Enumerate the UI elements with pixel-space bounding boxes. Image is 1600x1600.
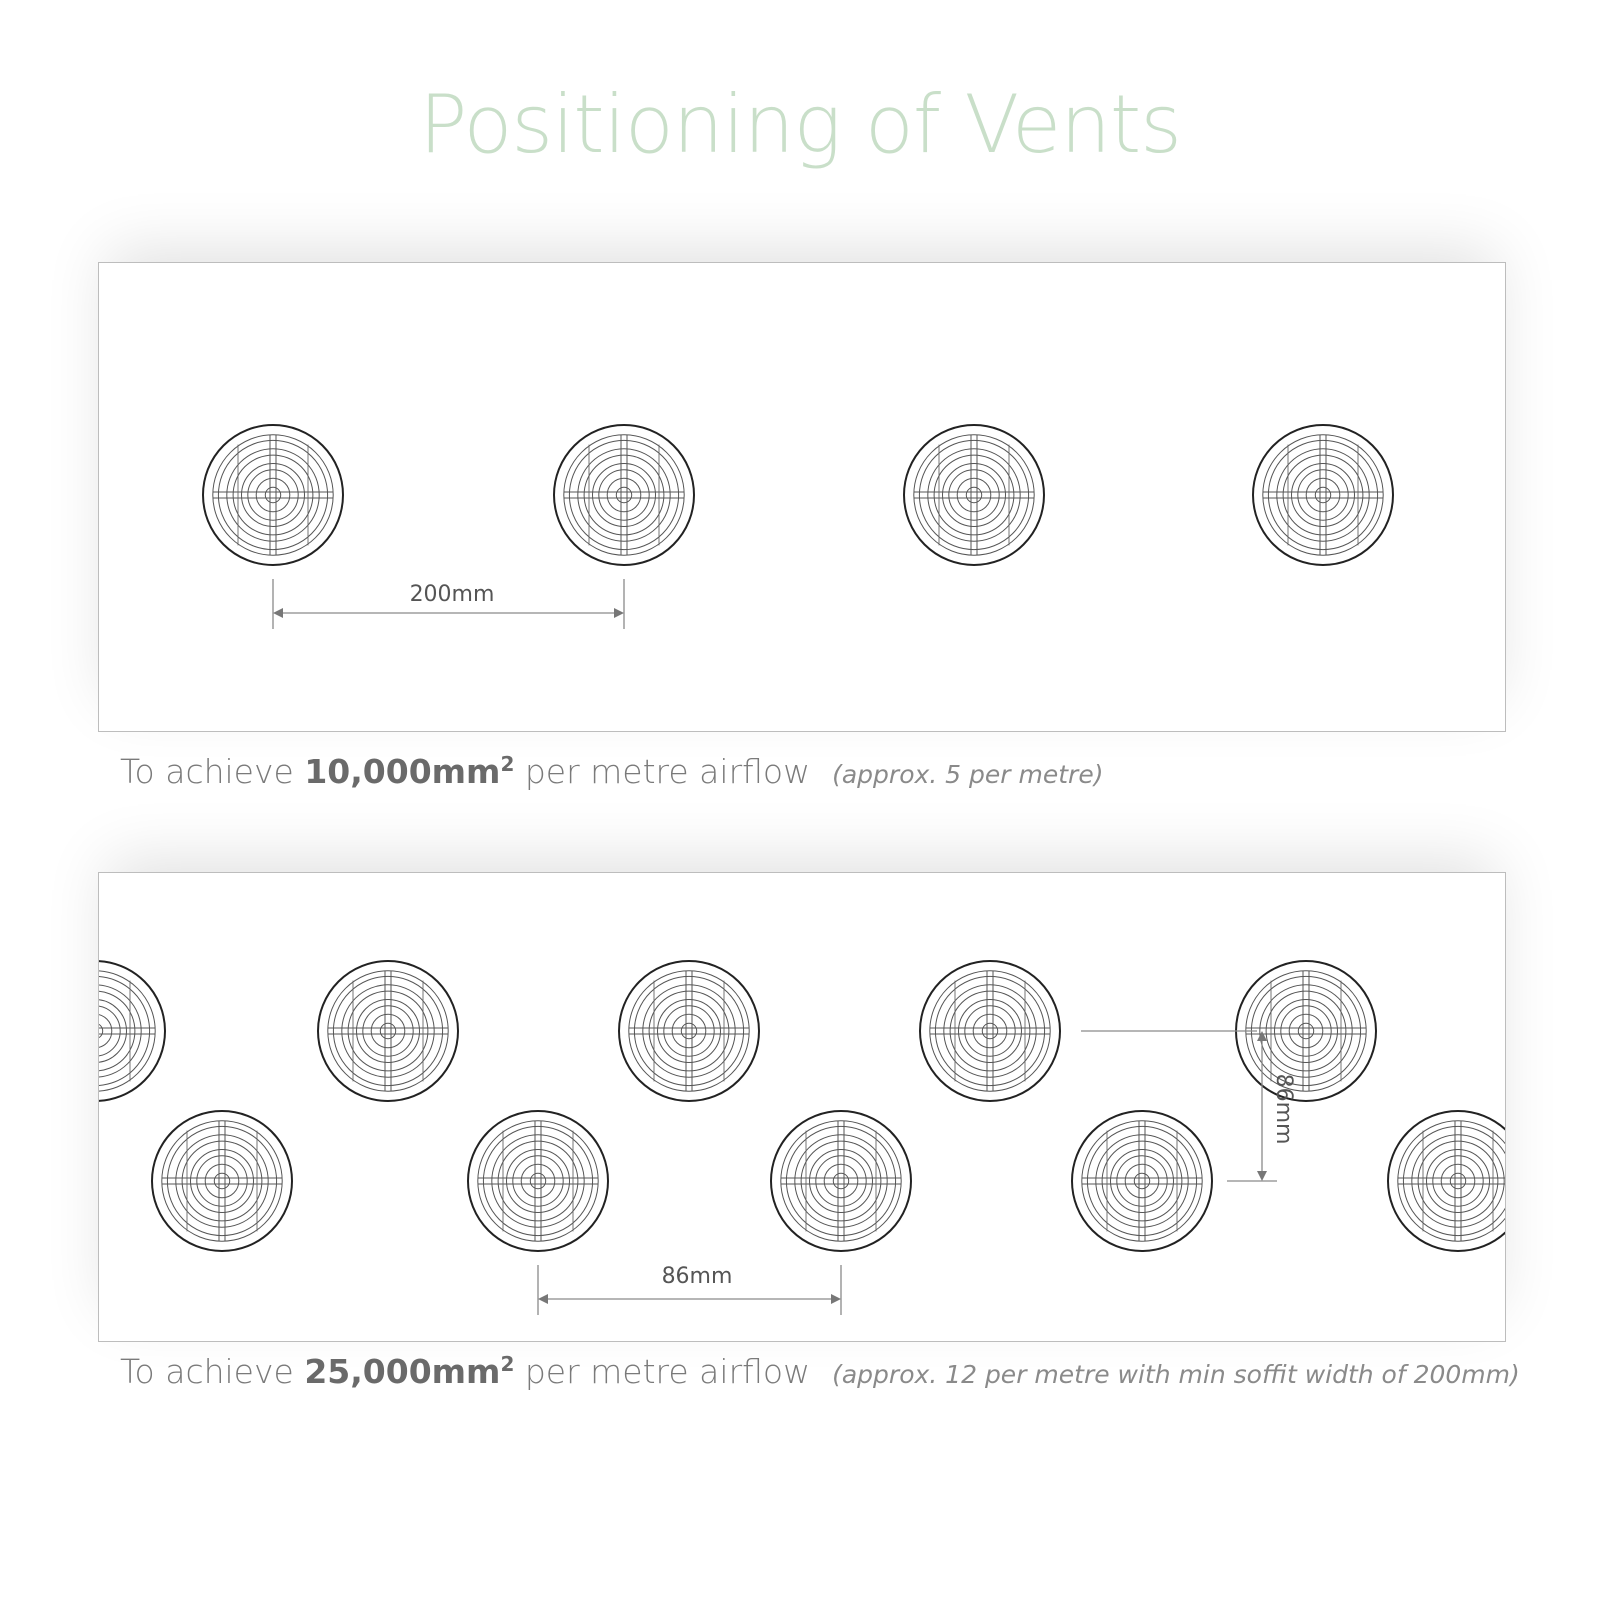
caption-note: (approx. 12 per metre with min soffit width of 200mm) xyxy=(832,1360,1520,1389)
caption-prefix: To achieve xyxy=(120,752,305,791)
caption-superscript: 2 xyxy=(500,1352,515,1376)
circular-soffit-vent-icon xyxy=(1253,425,1393,565)
vent-layout-diagram-1 xyxy=(99,263,1505,731)
caption-suffix: per metre airflow xyxy=(514,1352,811,1391)
airflow-caption-1 xyxy=(120,752,1103,791)
circular-soffit-vent-icon xyxy=(619,961,759,1101)
page-title: Positioning of Vents xyxy=(419,78,1181,171)
circular-soffit-vent-icon xyxy=(468,1111,608,1251)
circular-soffit-vent-icon xyxy=(203,425,343,565)
caption-suffix: per metre airflow xyxy=(514,752,811,791)
dimension-200mm xyxy=(273,579,624,629)
airflow-caption-2 xyxy=(120,1352,1520,1391)
dimension-horizontal-86mm xyxy=(538,1264,841,1315)
vent-layout-diagram-2 xyxy=(99,873,1505,1341)
vent-layout-panel-single-row xyxy=(98,262,1506,732)
circular-soffit-vent-icon xyxy=(920,961,1060,1101)
caption-bold-value: 25,000mm xyxy=(304,1352,501,1391)
circular-soffit-vent-icon xyxy=(152,1111,292,1251)
caption-superscript: 2 xyxy=(500,752,515,776)
circular-soffit-vent-icon xyxy=(771,1111,911,1251)
dimension-label: 200mm xyxy=(409,582,495,607)
caption-prefix: To achieve xyxy=(120,1352,305,1391)
circular-soffit-vent-icon xyxy=(904,425,1044,565)
circular-soffit-vent-icon xyxy=(99,961,165,1101)
horizontal-dimension-label: 86mm xyxy=(661,1264,733,1289)
vertical-dimension-label: 86mm xyxy=(1271,1073,1296,1145)
circular-soffit-vent-icon xyxy=(1072,1111,1212,1251)
circular-soffit-vent-icon xyxy=(318,961,458,1101)
circular-soffit-vent-icon xyxy=(1388,1111,1505,1251)
vent-layout-panel-staggered xyxy=(98,872,1506,1342)
circular-soffit-vent-icon xyxy=(554,425,694,565)
caption-bold-value: 10,000mm xyxy=(304,752,501,791)
caption-note: (approx. 5 per metre) xyxy=(832,760,1104,789)
